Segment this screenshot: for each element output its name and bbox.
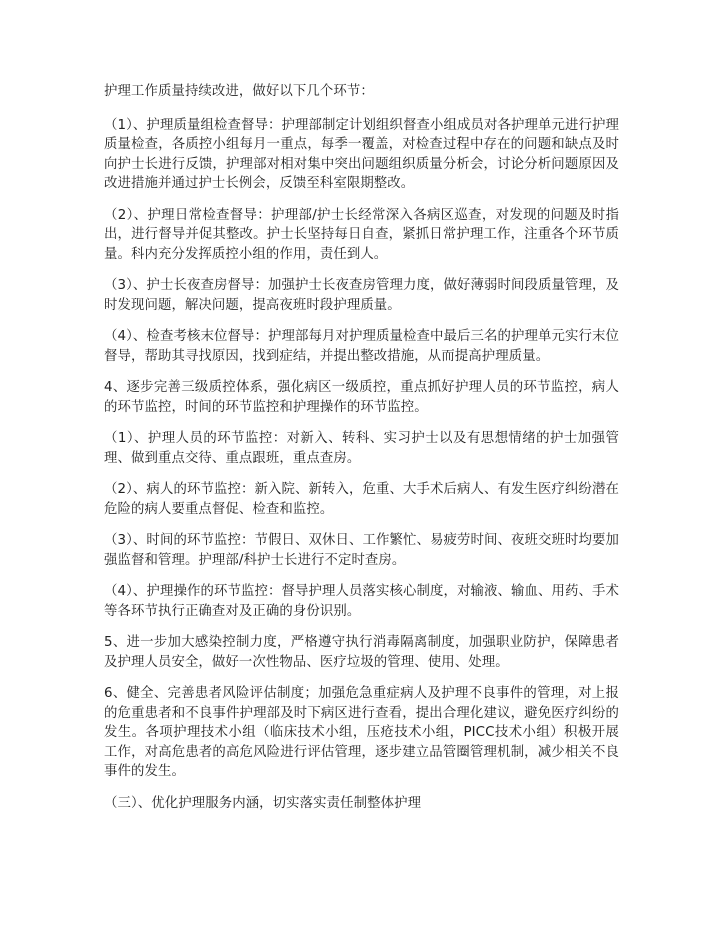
paragraph-quality-group-inspection: （1）、护理质量组检查督导：护理部制定计划组织督查小组成员对各护理单元进行护理质量检查，各质控小组每月一重点，每季一覆盖，对检查过程中存在的问题和缺点及时向护士长进行反馈，护理部对相对集中突出问题组织质量分析会，讨论分析问题原因及改进措施并通过护士长例会，反馈至科室限期整改。 xyxy=(104,117,619,191)
section-heading-three: （三）、优化护理服务内涵，切实落实责任制整体护理 xyxy=(104,795,422,811)
paragraph-item-6-risk-assessment: 6、健全、完善患者风险评估制度；加强危急重症病人及护理不良事件的管理，对上报的危重患者和不良事件护理部及时下病区进行查看，提出合理化建议，避免医疗纠纷的发生。各项护理技术小组（临床技术小组，压疮技术小组，PICC技术小组）积极开展工作，对高危患者的高危风险进行评估管理，逐步建立品管圈管理机制，减少相关不良事件的发生。 xyxy=(104,686,619,779)
paragraph-staff-monitoring: （1）、护理人员的环节监控：对新入、转科、实习护士以及有思想情绪的护士加强管理、做到重点交待、重点跟班，重点查房。 xyxy=(104,431,619,466)
intro-paragraph: 护理工作质量持续改进，做好以下几个环节： xyxy=(104,84,374,99)
paragraph-time-monitoring: （3）、时间的环节监控：节假日、双休日、工作繁忙、易疲劳时间、夜班交班时均要加强监督和管理。护理部/科护士长进行不定时查房。 xyxy=(104,533,619,568)
paragraph-last-place-supervision: （4）、检查考核末位督导：护理部每月对护理质量检查中最后三名的护理单元实行末位督导，帮助其寻找原因，找到症结，并提出整改措施，从而提高护理质量。 xyxy=(104,329,619,364)
document-body xyxy=(104,82,619,825)
paragraph-night-round: （3）、护士长夜查房督导：加强护士长夜查房管理力度，做好薄弱时间段质量管理，及时发现问题，解决问题，提高夜班时段护理质量。 xyxy=(104,278,619,313)
paragraph-patient-monitoring: （2）、病人的环节监控：新入院、新转入，危重、大手术后病人、有发生医疗纠纷潜在危险的病人要重点督促、检查和监控。 xyxy=(104,482,619,517)
paragraph-item-5-infection-control: 5、进一步加大感染控制力度，严格遵守执行消毒隔离制度，加强职业防护，保障患者及护理人员安全，做好一次性物品、医疗垃圾的管理、使用、处理。 xyxy=(104,635,619,670)
paragraph-operation-monitoring: （4）、护理操作的环节监控：督导护理人员落实核心制度，对输液、输血、用药、手术等各环节执行正确查对及正确的身份识别。 xyxy=(104,584,619,619)
paragraph-daily-inspection: （2）、护理日常检查督导：护理部/护士长经常深入各病区巡查，对发现的问题及时指出，进行督导并促其整改。护士长坚持每日自查，紧抓日常护理工作，注重各个环节质量。科内充分发挥质控小组的作用，责任到人。 xyxy=(104,207,619,262)
paragraph-item-4-quality-control: 4、逐步完善三级质控体系，强化病区一级质控，重点抓好护理人员的环节监控，病人的环节监控，时间的环节监控和护理操作的环节监控。 xyxy=(104,380,619,415)
